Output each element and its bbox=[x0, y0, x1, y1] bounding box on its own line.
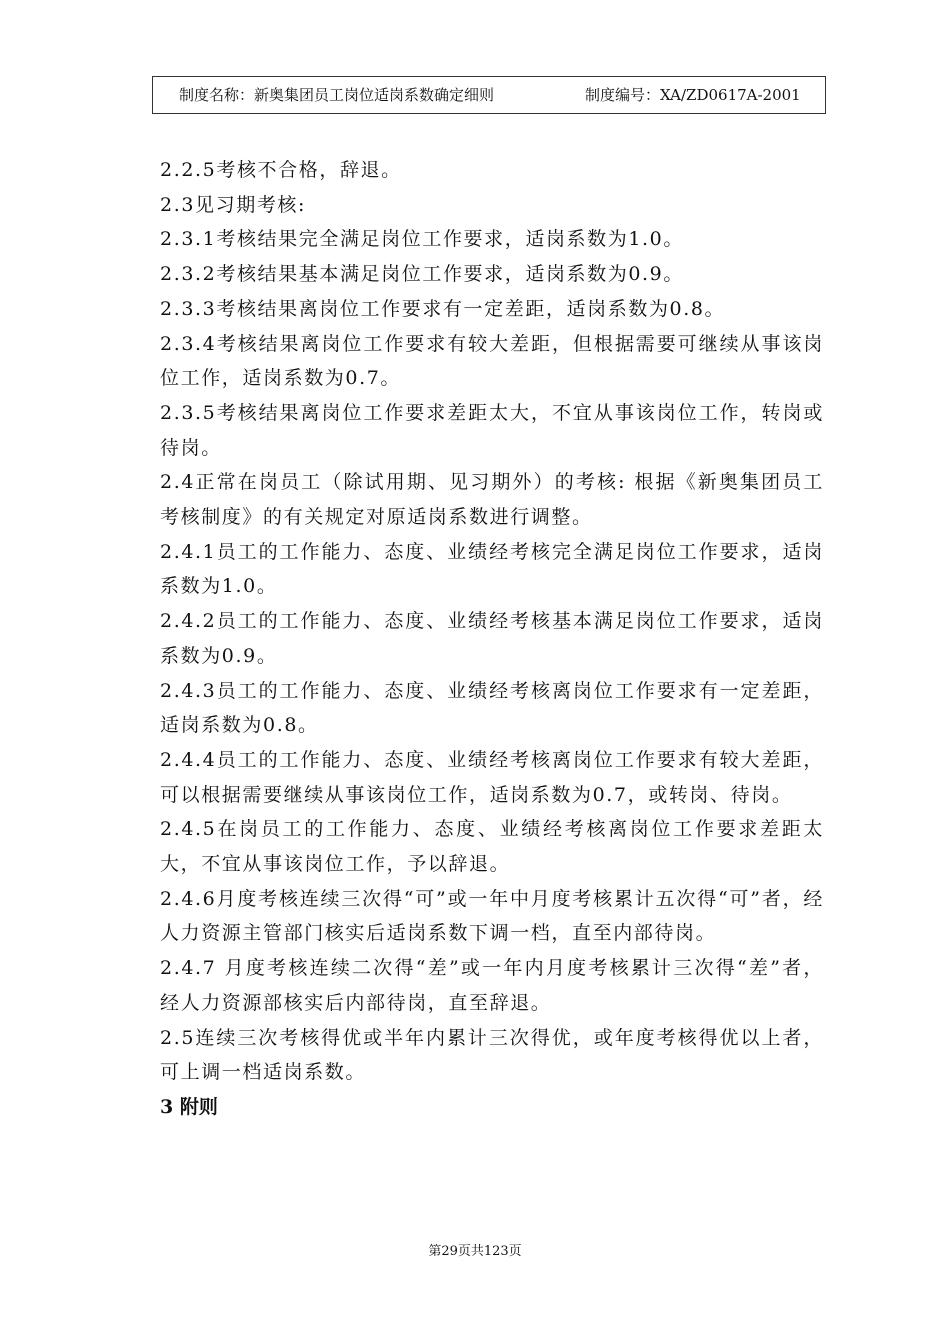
paragraph: 2.3.4考核结果离岗位工作要求有较大差距，但根据需要可继续从事该岗位工作，适岗系数为0.7。 bbox=[160, 332, 824, 390]
page-footer bbox=[0, 1240, 950, 1259]
paragraph: 2.5连续三次考核得优或半年内累计三次得优，或年度考核得优以上者，可上调一档适岗系数。 bbox=[160, 1026, 824, 1084]
paragraph: 2.4正常在岗员工（除试用期、见习期外）的考核: 根据《新奥集团员工考核制度》的有关规定对原适岗系数进行调整。 bbox=[160, 471, 824, 529]
paragraph: 2.3.3考核结果离岗位工作要求有一定差距，适岗系数为0.8。 bbox=[160, 297, 726, 320]
paragraph: 2.3.2考核结果基本满足岗位工作要求，适岗系数为0.9。 bbox=[160, 263, 684, 286]
document-header bbox=[152, 76, 826, 114]
paragraph: 2.4.7 月度考核连续二次得“差”或一年内月度考核累计三次得“差”者，经人力资源部核实后内部待岗，直至辞退。 bbox=[160, 957, 824, 1014]
document-body bbox=[160, 153, 824, 1125]
section-heading: 3 附则 bbox=[160, 1095, 218, 1118]
regulation-code: 制度编号：XA/ZD0617A-2001 bbox=[585, 86, 801, 104]
paragraph: 2.4.4员工的工作能力、态度、业绩经考核离岗位工作要求有较大差距，可以根据需要继续从事该岗位工作，适岗系数为0.7，或转岗、待岗。 bbox=[160, 748, 824, 806]
page-number: 第29页共123页 bbox=[428, 1244, 522, 1259]
paragraph: 2.4.2员工的工作能力、态度、业绩经考核基本满足岗位工作要求，适岗系数为0.9。 bbox=[160, 610, 824, 667]
paragraph: 2.3.1考核结果完全满足岗位工作要求，适岗系数为1.0。 bbox=[160, 228, 684, 251]
paragraph: 2.4.5在岗员工的工作能力、态度、业绩经考核离岗位工作要求差距太大，不宜从事该岗位工作，予以辞退。 bbox=[160, 818, 824, 876]
paragraph: 2.2.5考核不合格，辞退。 bbox=[160, 159, 402, 181]
paragraph: 2.4.3员工的工作能力、态度、业绩经考核离岗位工作要求有一定差距，适岗系数为0.8。 bbox=[160, 679, 824, 737]
regulation-name: 制度名称：新奥集团员工岗位适岗系数确定细则 bbox=[179, 86, 495, 104]
paragraph: 2.3.5考核结果离岗位工作要求差距太大，不宜从事该岗位工作，转岗或待岗。 bbox=[160, 401, 824, 459]
paragraph: 2.4.1员工的工作能力、态度、业绩经考核完全满足岗位工作要求，适岗系数为1.0。 bbox=[160, 540, 824, 598]
paragraph: 2.4.6月度考核连续三次得“可”或一年中月度考核累计五次得“可”者，经人力资源主管部门核实后适岗系数下调一档，直至内部待岗。 bbox=[160, 887, 824, 945]
paragraph: 2.3见习期考核: bbox=[160, 193, 307, 216]
